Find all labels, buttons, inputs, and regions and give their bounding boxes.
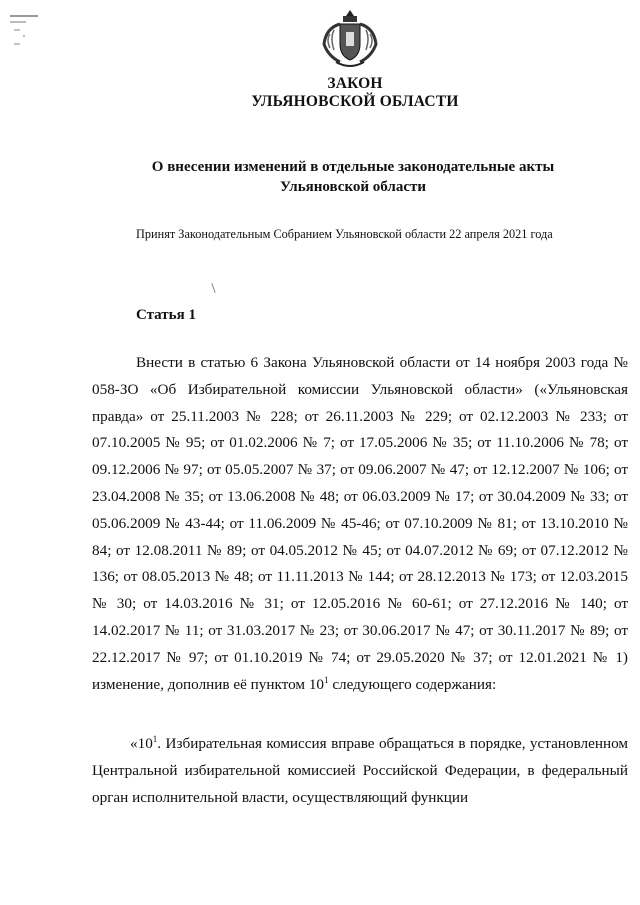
law-subject-line2: Ульяновской области	[279, 179, 427, 195]
paragraph1-ending: следующего содержания:	[328, 675, 497, 693]
law-subject-line1: О внесении изменений в отдельные законодательные акты	[151, 159, 555, 175]
adoption-note: Принят Законодательным Собранием Ульяновской области 22 апреля 2021 года	[136, 227, 553, 241]
law-region-heading: УЛЬЯНОВСКОЙ ОБЛАСТИ	[251, 93, 459, 110]
scan-artifact	[211, 283, 215, 293]
law-heading: ЗАКОН	[327, 75, 383, 92]
coat-of-arms-icon	[316, 4, 384, 72]
article-paragraph-1	[92, 350, 628, 698]
article-title: Статья 1	[136, 307, 196, 323]
paragraph2-start: «10	[130, 735, 153, 752]
paragraph1-text: Внести в статью 6 Закона Ульяновской области от 14 ноября 2003 года № 058-ЗО «Об Избирательной комиссии Ульяновской области» («Ульяновская правда» от 25.11.2003 № 228; от 26.11.2003 № 229; от 02.12.2003 № 233; от 07.10.2005 № 95; от 01.02.2006 № 7; от 17.05.2006 № 35; от 11.10.2006 № 78; от 09.12.2006 № 97; от 05.05.2007 № 37; от 09.06.2007 № 47; от 12.12.2007 № 106; от 23.04.2008 № 35; от 13.06.2008 № 48; от 06.03.2009 № 17; от 30.04.2009 № 33; от 05.06.2009 № 43-44; от 11.06.2009 № 45-46; от 07.10.2009 № 81; от 13.10.2010 № 84; от 12.08.2011 № 89; от 04.05.2012 № 45; от 04.07.2012 № 69; от 07.12.2012 № 136; от 08.05.2013 № 48; от 11.11.2013 № 144; от 28.12.2013 № 173; от 12.03.2015 № 30; от 14.03.2016 № 31; от 12.05.2016 № 60-61; от 27.12.2016 № 140; от 14.02.2017 № 11; от 31.03.2017 № 23; от 30.06.2017 № 47; от 30.11.2017 № 89; от 22.12.2017 № 97; от 01.10.2019 № 74; от 29.05.2020 № 37; от 12.01.2021 № 1) изменение, дополнив её пунктом 10	[92, 354, 628, 693]
paragraph2-superscript: 1	[152, 734, 158, 744]
paragraph2-text: . Избирательная комиссия вправе обращаться в порядке, установленном Центральной избирательной комиссией Российской Федерации, в федеральный орган исполнительной власти, осуществляющий функции	[92, 735, 628, 806]
registration-mark-icon	[8, 8, 40, 48]
article-paragraph-2	[92, 731, 628, 811]
paragraph1-superscript: 1	[324, 674, 329, 685]
